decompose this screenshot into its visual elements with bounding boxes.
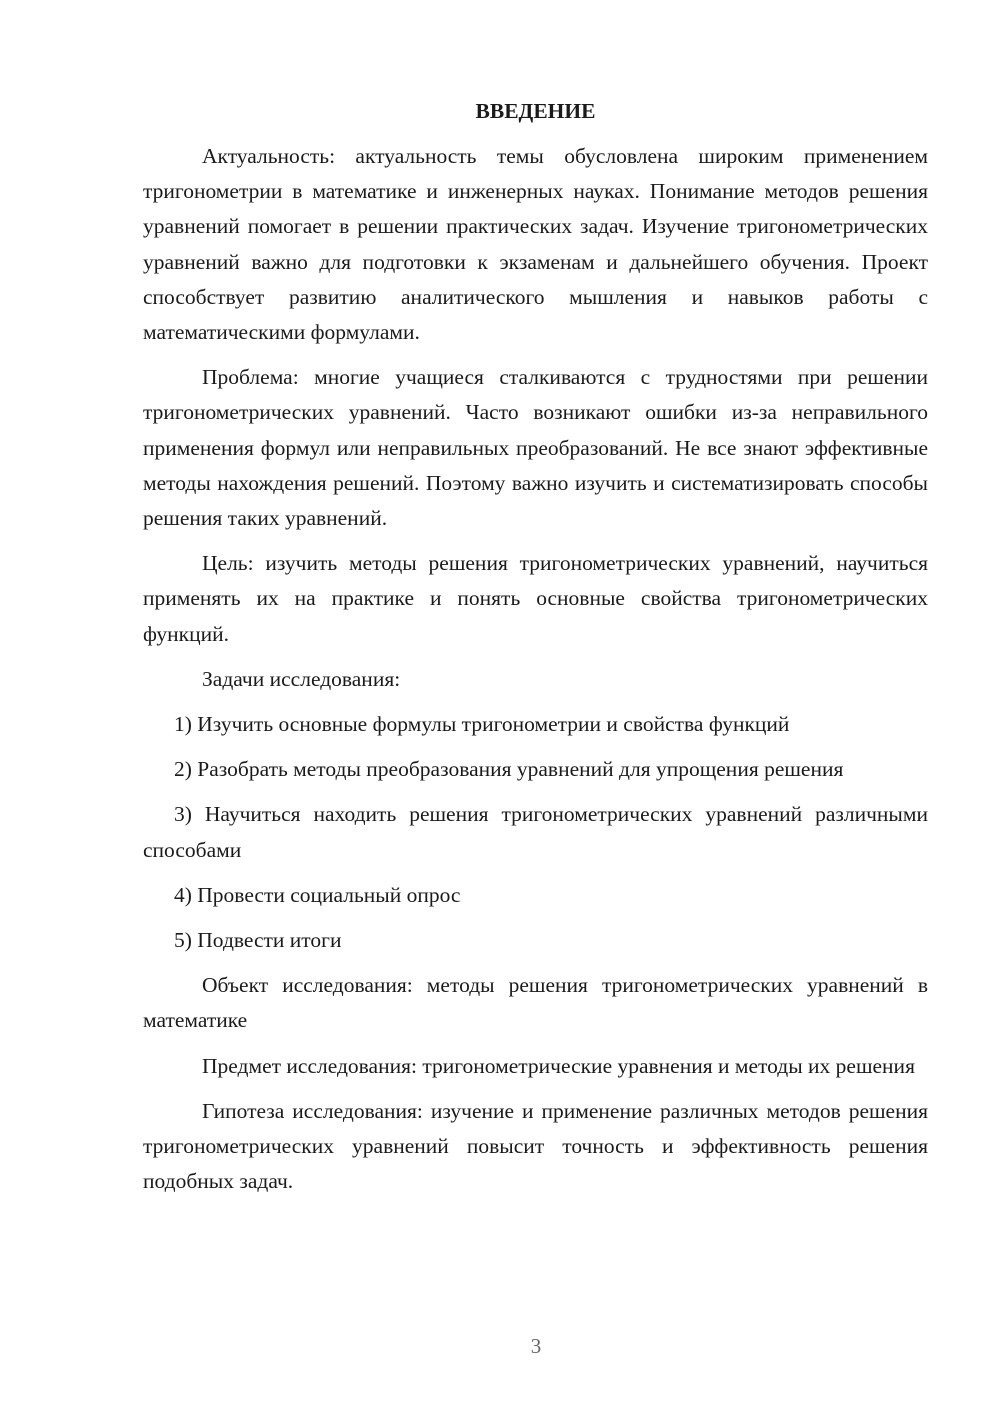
paragraph-object: Объект исследования: методы решения тригонометрических уравнений в математике (143, 973, 928, 1033)
task-item-1: 1) Изучить основные формулы тригонометрии и свойства функций (174, 712, 790, 737)
paragraph-subject: Предмет исследования: тригонометрические уравнения и методы их решения (202, 1053, 915, 1078)
task-item-2: 2) Разобрать методы преобразования уравнений для упрощения решения (174, 757, 844, 782)
paragraph-problem: Проблема: многие учащиеся сталкиваются с трудностями при решении тригонометрических уравнений. Часто возникают ошибки из-за неправильного применения формул или неправильных преобразований. Не все знают эффективные методы нахождения решений. Поэтому важно изучить и систематизировать способы решения таких уравнений. (143, 365, 928, 531)
page-number: 3 (530, 1334, 542, 1358)
paragraph-hypothesis: Гипотеза исследования: изучение и применение различных методов решения тригонометрических уравнений повысит точность и эффективность решения подобных задач. (143, 1098, 928, 1194)
task-item-3: 3) Научиться находить решения тригонометрических уравнений различными способами (143, 802, 928, 862)
section-title: ВВЕДЕНИЕ (475, 99, 596, 123)
paragraph-relevance: Актуальность: актуальность темы обусловлена широким применением тригонометрии в математике и инженерных науках. Понимание методов решения уравнений помогает в решении практических задач. Изучение тригонометрических уравнений важно для подготовки к экзаменам и дальнейшего обучения. Проект способствует развитию аналитического мышления и навыков работы с математическими формулами. (143, 144, 928, 345)
document-page (143, 95, 928, 1209)
paragraph-tasks-heading: Задачи исследования: (202, 666, 401, 691)
task-item-4: 4) Провести социальный опрос (174, 882, 461, 907)
task-item-5: 5) Подвести итоги (174, 928, 342, 953)
paragraph-goal: Цель: изучить методы решения тригонометрических уравнений, научиться применять их на практике и понять основные свойства тригонометрических функций. (143, 551, 928, 646)
